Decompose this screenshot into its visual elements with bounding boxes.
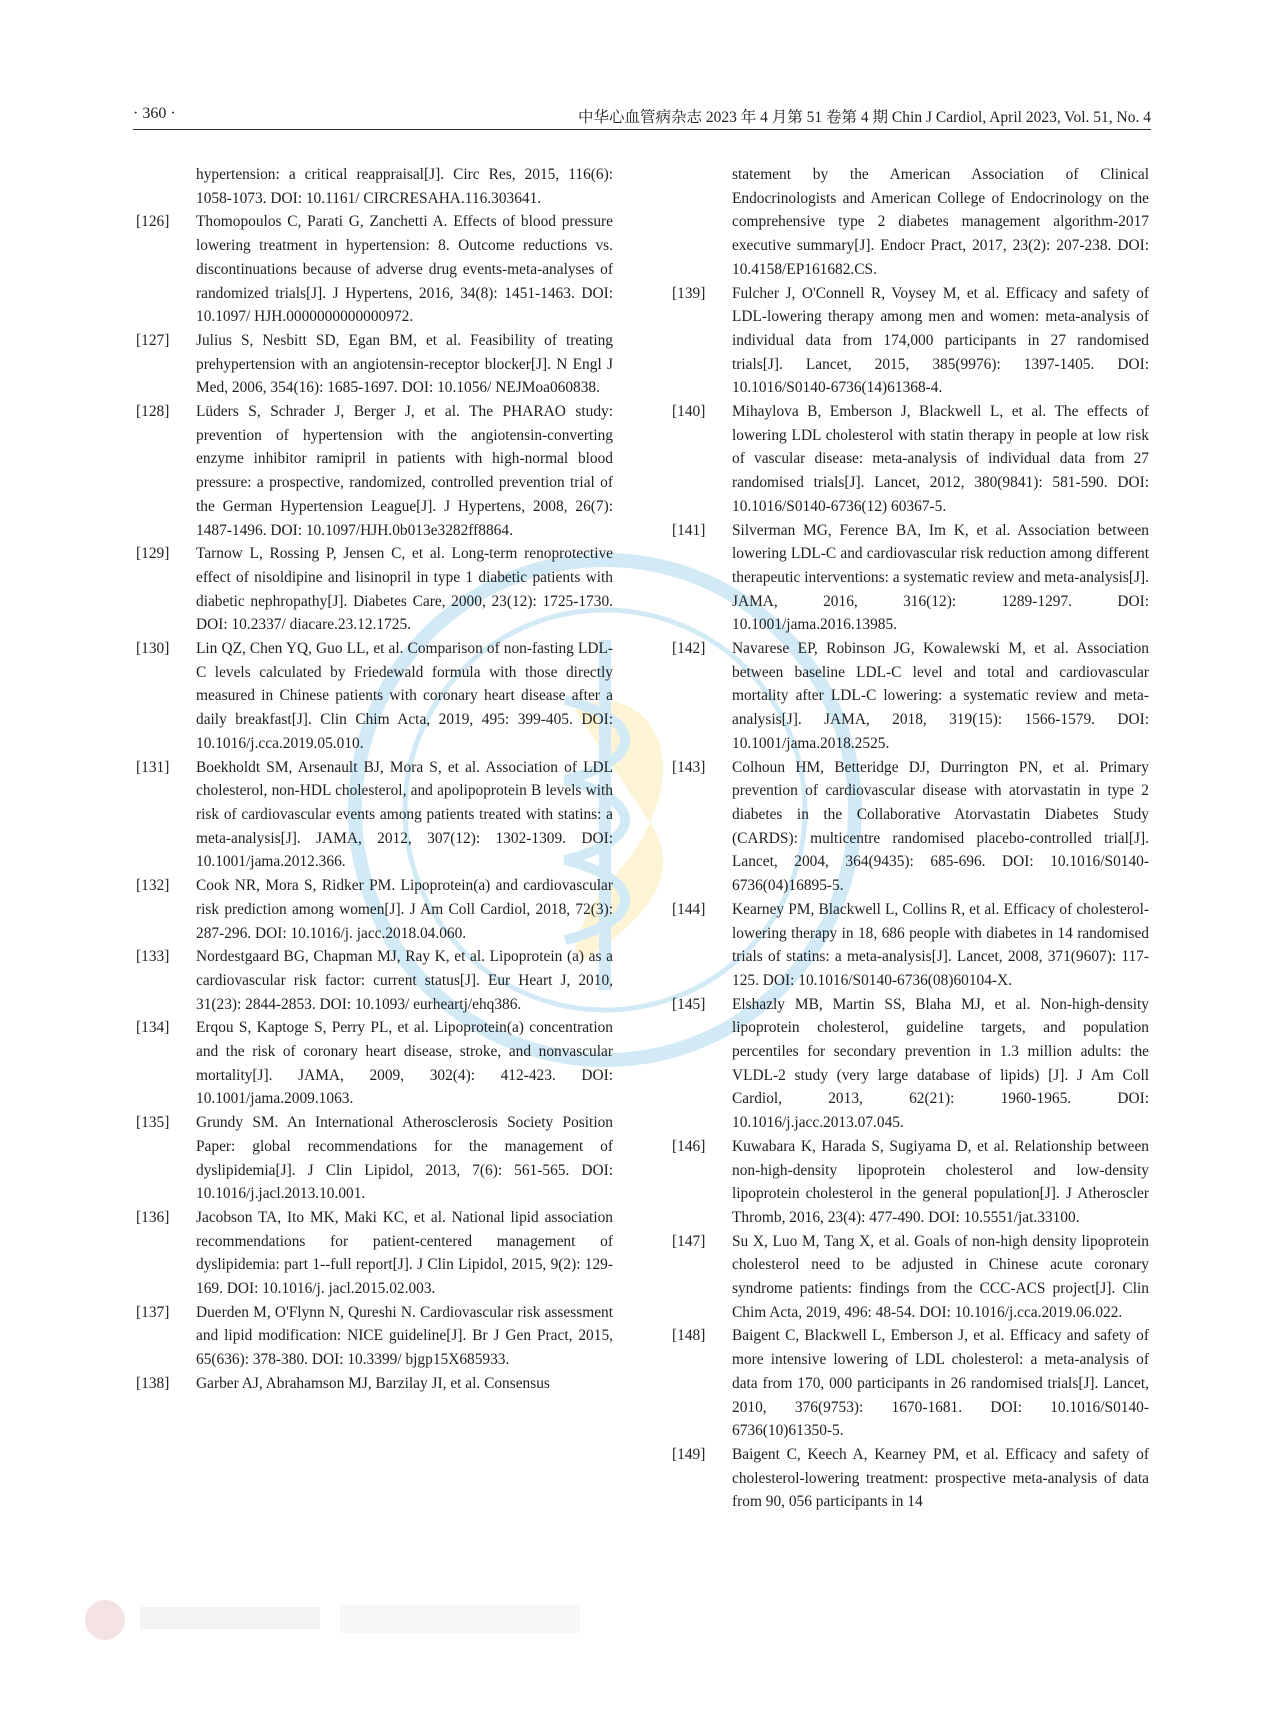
reference-126 <box>136 210 613 329</box>
reference-text: Navarese EP, Robinson JG, Kowalewski M, et al. Association between baseline LDL-C level and total and cardiovascular mortality after LDL-C lowering: a systematic review and meta-analysis[J]. JAMA, 2018, 319(15): 1566-1579. DOI: 10.1001/jama.2018.2525. <box>732 640 1149 752</box>
page-header <box>133 103 1151 130</box>
reference-number: [131] <box>136 758 170 776</box>
reference-143 <box>672 756 1149 898</box>
reference-number: [132] <box>136 877 170 895</box>
reference-text: Julius S, Nesbitt SD, Egan BM, et al. Feasibility of treating prehypertension with an angiotensin-receptor blocker[J]. N Engl J Med, 2006, 354(16): 1685-1697. DOI: 10.1056/ NEJMoa060838. <box>196 331 613 397</box>
reference-number: [129] <box>136 545 170 563</box>
reference-number: [130] <box>136 640 170 658</box>
reference-number: [134] <box>136 1019 170 1037</box>
reference-number: [145] <box>672 995 706 1013</box>
reference-136 <box>136 1206 613 1301</box>
reference-text: Baigent C, Blackwell L, Emberson J, et al. Efficacy and safety of more intensive lowering of LDL cholesterol: a meta-analysis of data from 170, 000 participants in 26 randomised trials[J]. Lancet, 2010, 376(9753): 1670-1681. DOI: 10.1016/S0140-6736(10)61350-5. <box>732 1327 1149 1440</box>
reference-text: Mihaylova B, Emberson J, Blackwell L, et al. The effects of lowering LDL cholesterol with statin therapy in people at low risk of vascular disease: meta-analysis of individual data from 27 randomised trials[J]. Lancet, 2012, 380(9841): 581-590. DOI: 10.1016/S0140-6736(12) 60367-5. <box>732 403 1149 515</box>
reference-number: [138] <box>136 1374 170 1392</box>
left-column <box>136 163 613 1396</box>
reference-145 <box>672 993 1149 1135</box>
reference-number: [127] <box>136 331 170 349</box>
reference-number: [135] <box>136 1114 170 1132</box>
reference-continued <box>136 163 613 210</box>
reference-137 <box>136 1301 613 1372</box>
reference-134 <box>136 1016 613 1111</box>
reference-139 <box>672 282 1149 401</box>
reference-127 <box>136 329 613 400</box>
reference-number: [133] <box>136 948 170 966</box>
reference-text: Duerden M, O'Flynn N, Qureshi N. Cardiovascular risk assessment and lipid modification: NICE guideline[J]. Br J Gen Pract, 2015, 65(636): 378-380. DOI: 10.3399/ bjgp15X685933. <box>196 1303 613 1369</box>
reference-142 <box>672 637 1149 756</box>
reference-text: Colhoun HM, Betteridge DJ, Durrington PN, et al. Primary prevention of cardiovascular disease with atorvastatin in type 2 diabetes in the Collaborative Atorvastatin Diabetes Study (CARDS): multicentre randomised placebo-controlled trial[J]. Lancet, 2004, 364(9435): 685-696. DOI: 10.1016/S0140-6736(04)16895-5. <box>732 758 1149 895</box>
reference-144 <box>672 898 1149 993</box>
reference-129 <box>136 542 613 637</box>
reference-131 <box>136 756 613 875</box>
reference-number: [136] <box>136 1208 170 1226</box>
reference-138 <box>136 1372 613 1396</box>
reference-number: [147] <box>672 1232 706 1250</box>
reference-text: Garber AJ, Abrahamson MJ, Barzilay JI, et al. Consensus <box>196 1374 550 1392</box>
reference-141 <box>672 519 1149 638</box>
right-column <box>672 163 1149 1514</box>
reference-text: statement by the American Association of Clinical Endocrinologists and American College of Endocrinology on the comprehensive type 2 diabetes management algorithm-2017 executive summary[J]. Endocr Pract, 2017, 23(2): 207-238. DOI: 10.4158/EP161682.CS. <box>732 166 1149 278</box>
reference-number: [143] <box>672 758 706 776</box>
reference-text: Lüders S, Schrader J, Berger J, et al. The PHARAO study: prevention of hypertension with the angiotensin-converting enzyme inhibitor ramipril in patients with high-normal blood pressure: a prospective, randomized, controlled prevention trial of the German Hypertension League[J]. J Hypertens, 2008, 26(7): 1487-1496. DOI: 10.1097/HJH.0b013e3282ff8864. <box>196 403 613 539</box>
reference-number: [146] <box>672 1137 706 1155</box>
reference-text: Baigent C, Keech A, Kearney PM, et al. Efficacy and safety of cholesterol-lowering treatment: prospective meta-analysis of data from 90, 056 participants in 14 <box>732 1445 1149 1511</box>
reference-text: Silverman MG, Ference BA, Im K, et al. Association between lowering LDL-C and cardiovascular risk reduction among different therapeutic interventions: a systematic review and meta-analysis[J]. JAMA, 2016, 316(12): 1289-1297. DOI: 10.1001/jama.2016.13985. <box>732 521 1149 634</box>
reference-text: Cook NR, Mora S, Ridker PM. Lipoprotein(a) and cardiovascular risk prediction among women[J]. J Am Coll Cardiol, 2018, 72(3): 287-296. DOI: 10.1016/j. jacc.2018.04.060. <box>196 877 613 942</box>
reference-number: [144] <box>672 900 706 918</box>
reference-text: Elshazly MB, Martin SS, Blaha MJ, et al. Non-high-density lipoprotein cholesterol, guideline targets, and population percentiles for secondary prevention in 1.3 million adults: the VLDL-2 study (very large database of lipids) [J]. J Am Coll Cardiol, 2013, 62(21): 1960-1965. DOI: 10.1016/j.jacc.2013.07.045. <box>732 995 1149 1132</box>
reference-number: [137] <box>136 1303 170 1321</box>
reference-130 <box>136 637 613 756</box>
reference-text: Nordestgaard BG, Chapman MJ, Ray K, et al. Lipoprotein (a) as a cardiovascular risk factor: current status[J]. Eur Heart J, 2010, 31(23): 2844-2853. DOI: 10.1093/ eurheartj/ehq386. <box>196 948 613 1013</box>
reference-number: [148] <box>672 1327 706 1345</box>
reference-147 <box>672 1230 1149 1325</box>
reference-text: Fulcher J, O'Connell R, Voysey M, et al. Efficacy and safety of LDL-lowering therapy among men and women: meta-analysis of individual data from 174,000 participants in 27 randomised trials[J]. Lancet, 2015, 385(9976): 1397-1405. DOI: 10.1016/S0140-6736(14)61368-4. <box>732 284 1149 397</box>
journal-running-title: 中华心血管病杂志 2023 年 4 月第 51 卷第 4 期 Chin J Cardiol, April 2023, Vol. 51, No. 4 <box>578 109 1151 126</box>
reference-text: Kuwabara K, Harada S, Sugiyama D, et al. Relationship between non-high-density lipoprotein cholesterol and low-density lipoprotein cholesterol in the general population[J]. J Atheroscler Thromb, 2016, 23(4): 477-490. DOI: 10.5551/jat.33100. <box>732 1137 1149 1226</box>
reference-133 <box>136 945 613 1016</box>
page-number: · 360 · <box>133 105 176 122</box>
reference-number: [149] <box>672 1445 706 1463</box>
reference-149 <box>672 1443 1149 1514</box>
publisher-logo-icon <box>80 1595 600 1645</box>
reference-135 <box>136 1111 613 1206</box>
reference-146 <box>672 1135 1149 1230</box>
reference-140 <box>672 400 1149 519</box>
reference-148 <box>672 1324 1149 1443</box>
reference-text: hypertension: a critical reappraisal[J]. Circ Res, 2015, 116(6): 1058-1073. DOI: 10.1161/ CIRCRESAHA.116.303641. <box>196 166 613 207</box>
reference-text: Boekholdt SM, Arsenault BJ, Mora S, et al. Association of LDL cholesterol, non-HDL cholesterol, and apolipoprotein B levels with risk of cardiovascular events among patients treated with statins: a meta-analysis[J]. JAMA, 2012, 307(12): 1302-1309. DOI: 10.1001/jama.2012.366. <box>196 758 613 871</box>
reference-number: [141] <box>672 521 706 539</box>
reference-text: Kearney PM, Blackwell L, Collins R, et al. Efficacy of cholesterol-lowering therapy in 18, 686 people with diabetes in 14 randomised trials of statins: a meta-analysis[J]. Lancet, 2008, 371(9607): 117-125. DOI: 10.1016/S0140-6736(08)60104-X. <box>732 900 1149 989</box>
reference-number: [126] <box>136 213 170 231</box>
reference-text: Thomopoulos C, Parati G, Zanchetti A. Effects of blood pressure lowering treatment in hypertension: 8. Outcome reductions vs. discontinuations because of adverse drug events-meta-analyses of randomized trials[J]. J Hypertens, 2016, 34(8): 1451-1463. DOI: 10.1097/ HJH.0000000000000972. <box>196 213 613 326</box>
reference-number: [128] <box>136 403 170 421</box>
reference-text: Erqou S, Kaptoge S, Perry PL, et al. Lipoprotein(a) concentration and the risk of coronary heart disease, stroke, and nonvascular mortality[J]. JAMA, 2009, 302(4): 412-423. DOI: 10.1001/jama.2009.1063. <box>196 1019 613 1108</box>
reference-text: Grundy SM. An International Atherosclerosis Society Position Paper: global recommendations for the management of dyslipidemia[J]. J Clin Lipidol, 2013, 7(6): 561-565. DOI: 10.1016/j.jacl.2013.10.001. <box>196 1114 613 1203</box>
reference-number: [139] <box>672 284 706 302</box>
reference-number: [142] <box>672 640 706 658</box>
reference-text: Tarnow L, Rossing P, Jensen C, et al. Long-term renoprotective effect of nisoldipine and lisinopril in type 1 diabetic patients with diabetic nephropathy[J]. Diabetes Care, 2000, 23(12): 1725-1730. DOI: 10.2337/ diacare.23.12.1725. <box>196 545 613 634</box>
reference-132 <box>136 874 613 945</box>
reference-text: Lin QZ, Chen YQ, Guo LL, et al. Comparison of non-fasting LDL-C levels calculated by Friedewald formula with those directly measured in Chinese patients with coronary heart disease after a daily breakfast[J]. Clin Chim Acta, 2019, 495: 399-405. DOI: 10.1016/j.cca.2019.05.010. <box>196 640 613 752</box>
reference-text: Jacobson TA, Ito MK, Maki KC, et al. National lipid association recommendations for patient-centered management of dyslipidemia: part 1--full report[J]. J Clin Lipidol, 2015, 9(2): 129-169. DOI: 10.1016/j. jacl.2015.02.003. <box>196 1208 613 1298</box>
reference-continued <box>672 163 1149 282</box>
reference-number: [140] <box>672 403 706 421</box>
reference-text: Su X, Luo M, Tang X, et al. Goals of non-high density lipoprotein cholesterol need to be adjusted in Chinese acute coronary syndrome patients: findings from the CCC-ACS project[J]. Clin Chim Acta, 2019, 496: 48-54. DOI: 10.1016/j.cca.2019.06.022. <box>732 1232 1149 1321</box>
reference-128 <box>136 400 613 542</box>
